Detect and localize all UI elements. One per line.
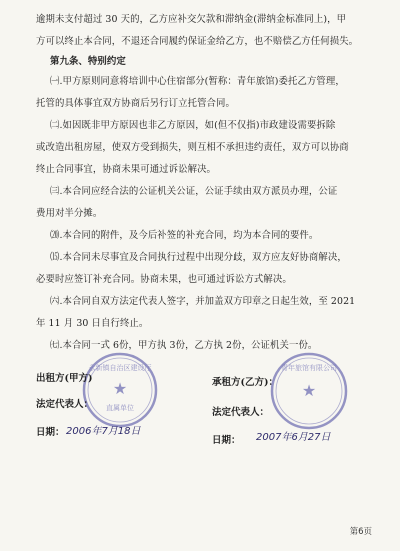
clause-3-line: 费用对半分摊。 (36, 208, 103, 219)
page-number: 第6页 (349, 527, 372, 537)
svg-text:永新镇自治区建设厅: 永新镇自治区建设厅 (88, 364, 152, 372)
clause-1-line: 托管的具体事宜双方协商后另行订立托管合同。 (36, 98, 235, 109)
clause-2-line: 终止合同事宜，协商未果可通过诉讼解决。 (36, 164, 217, 175)
svg-text:青年旅馆有限公司: 青年旅馆有限公司 (281, 364, 337, 372)
lessee-date-label: 日期： (212, 435, 241, 446)
clause-2-line: 或改造出租房屋，使双方受到损失，则互相不承担违约责任，双方可以协商 (36, 142, 349, 153)
lessee-seal (268, 350, 350, 432)
clause-4-line: ⒇.本合同的附件，及今后补签的补充合同，均为本合同的要件。 (50, 230, 319, 241)
lessor-date: 2006年7月18日 (66, 426, 141, 437)
clause-5-line: 必要时应签订补充合同。协商未果，也可通过诉讼方式解决。 (36, 274, 292, 285)
svg-text:★: ★ (301, 381, 317, 400)
clause-1-line: ㈠.甲方原则同意将培训中心住宿部分(暂称：青年旅馆)委托乙方管理， (50, 76, 345, 87)
lessee-label: 承租方(乙方)： (212, 377, 278, 388)
lessor-seal (80, 350, 160, 430)
clause-6-line: 年 11 月 30 日自行终止。 (36, 318, 149, 329)
body-line: 逾期未支付超过 30 天的，乙方应补交欠款和滞纳金(滞纳金标准同上)，甲 (36, 14, 347, 25)
clause-5-line: ⒂.本合同未尽事宜及合同执行过程中出现分歧，双方应友好协商解决， (50, 252, 347, 263)
svg-text:★: ★ (112, 379, 128, 398)
section-heading: 第九条、特别约定 (50, 56, 126, 67)
contract-body (36, 14, 374, 352)
lessee-date: 2007年6月27日 (256, 432, 331, 443)
clause-7-line: ㈦.本合同一式 6份，甲方执 3份，乙方执 2份，公证机关一份。 (50, 340, 318, 351)
clause-6-line: ㈥.本合同自双方法定代表人签字，并加盖双方印章之日起生效，至 2021 (50, 296, 356, 307)
lessor-rep-label: 法定代表人： (36, 399, 94, 410)
clause-3-line: ㈢.本合同应经合法的公证机关公证，公证手续由双方派员办理，公证 (50, 186, 338, 197)
lessee-rep-label: 法定代表人： (212, 407, 270, 418)
svg-text:直属单位: 直属单位 (106, 404, 134, 412)
lessor-label: 出租方(甲方) (36, 373, 93, 384)
clause-2-line: ㈡.如因既非甲方原因也非乙方原因，如(但不仅指)市政建设需要拆除 (50, 120, 336, 131)
body-line: 方可以终止本合同，不退还合同履约保证金给乙方，也不赔偿乙方任何损失。 (36, 36, 359, 47)
lessor-date-label: 日期： (36, 427, 65, 438)
